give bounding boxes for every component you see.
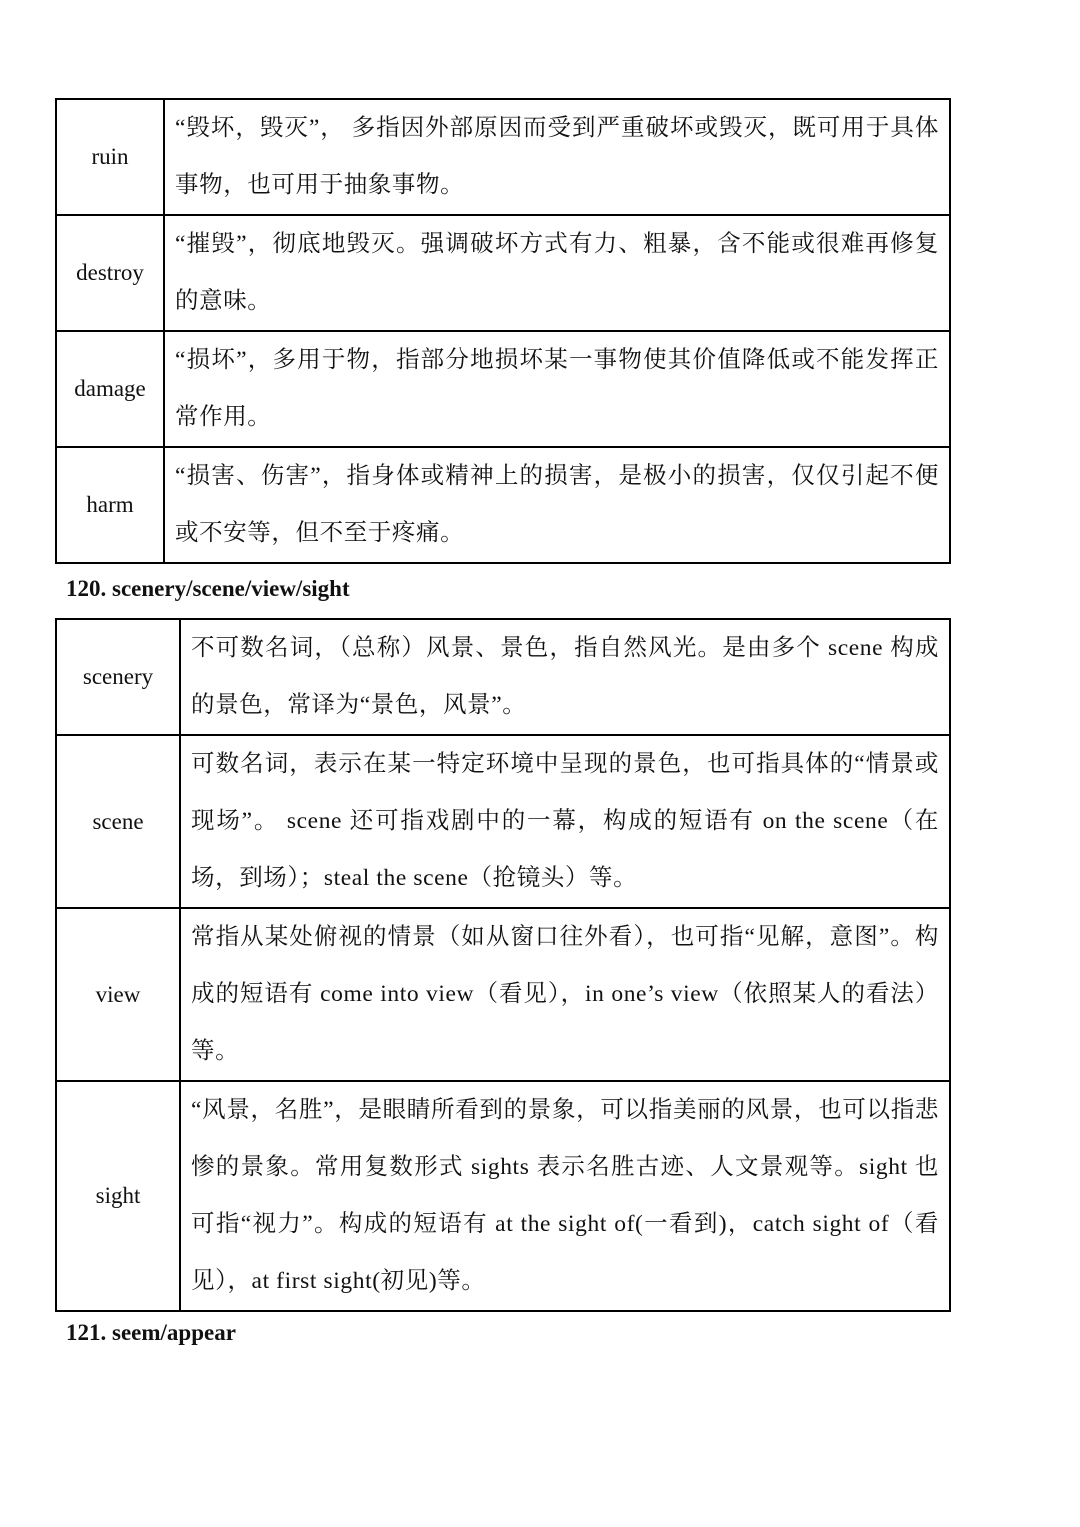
definition-cell: 不可数名词，（总称）风景、景色，指自然风光。是由多个 scene 构成的景色，常译为“景色，风景”。 [180, 619, 950, 735]
vocab-table-scenery-words [55, 618, 951, 1312]
word-cell: damage [56, 331, 164, 447]
definition-cell: “摧毁”，彻底地毁灭。强调破坏方式有力、粗暴，含不能或很难再修复的意味。 [164, 215, 950, 331]
word-cell: scene [56, 735, 180, 908]
table-row [56, 619, 950, 735]
definition-cell: 可数名词，表示在某一特定环境中呈现的景色，也可指具体的“情景或现场”。 scene 还可指戏剧中的一幕，构成的短语有 on the scene（在场，到场）；steal the scene（抢镜头）等。 [180, 735, 950, 908]
table-row [56, 1081, 950, 1311]
section-heading-120: 120. scenery/scene/view/sight [66, 576, 350, 601]
section-heading-121: 121. seem/appear [66, 1320, 236, 1345]
definition-cell: 常指从某处俯视的情景（如从窗口往外看），也可指“见解，意图”。构成的短语有 come into view（看见），in one’s view（依照某人的看法）等。 [180, 908, 950, 1081]
table-row [56, 331, 950, 447]
table-row [56, 908, 950, 1081]
definition-cell: “毁坏，毁灭”， 多指因外部原因而受到严重破坏或毁灭，既可用于具体事物，也可用于抽象事物。 [164, 99, 950, 215]
word-cell: sight [56, 1081, 180, 1311]
word-cell: ruin [56, 99, 164, 215]
word-cell: view [56, 908, 180, 1081]
definition-cell: “风景，名胜”，是眼睛所看到的景象，可以指美丽的风景，也可以指悲惨的景象。常用复数形式 sights 表示名胜古迹、人文景观等。sight 也可指“视力”。构成的短语有 at the sight of(一看到)，catch sight of（看见），at first sight(初见)等。 [180, 1081, 950, 1311]
word-cell: harm [56, 447, 164, 563]
table-row [56, 447, 950, 563]
word-cell: destroy [56, 215, 164, 331]
table-row [56, 735, 950, 908]
word-cell: scenery [56, 619, 180, 735]
definition-cell: “损害、伤害”，指身体或精神上的损害，是极小的损害，仅仅引起不便或不安等，但不至于疼痛。 [164, 447, 950, 563]
vocab-table-damage-words [55, 98, 951, 564]
definition-cell: “损坏”，多用于物，指部分地损坏某一事物使其价值降低或不能发挥正常作用。 [164, 331, 950, 447]
table-row [56, 99, 950, 215]
table-row [56, 215, 950, 331]
